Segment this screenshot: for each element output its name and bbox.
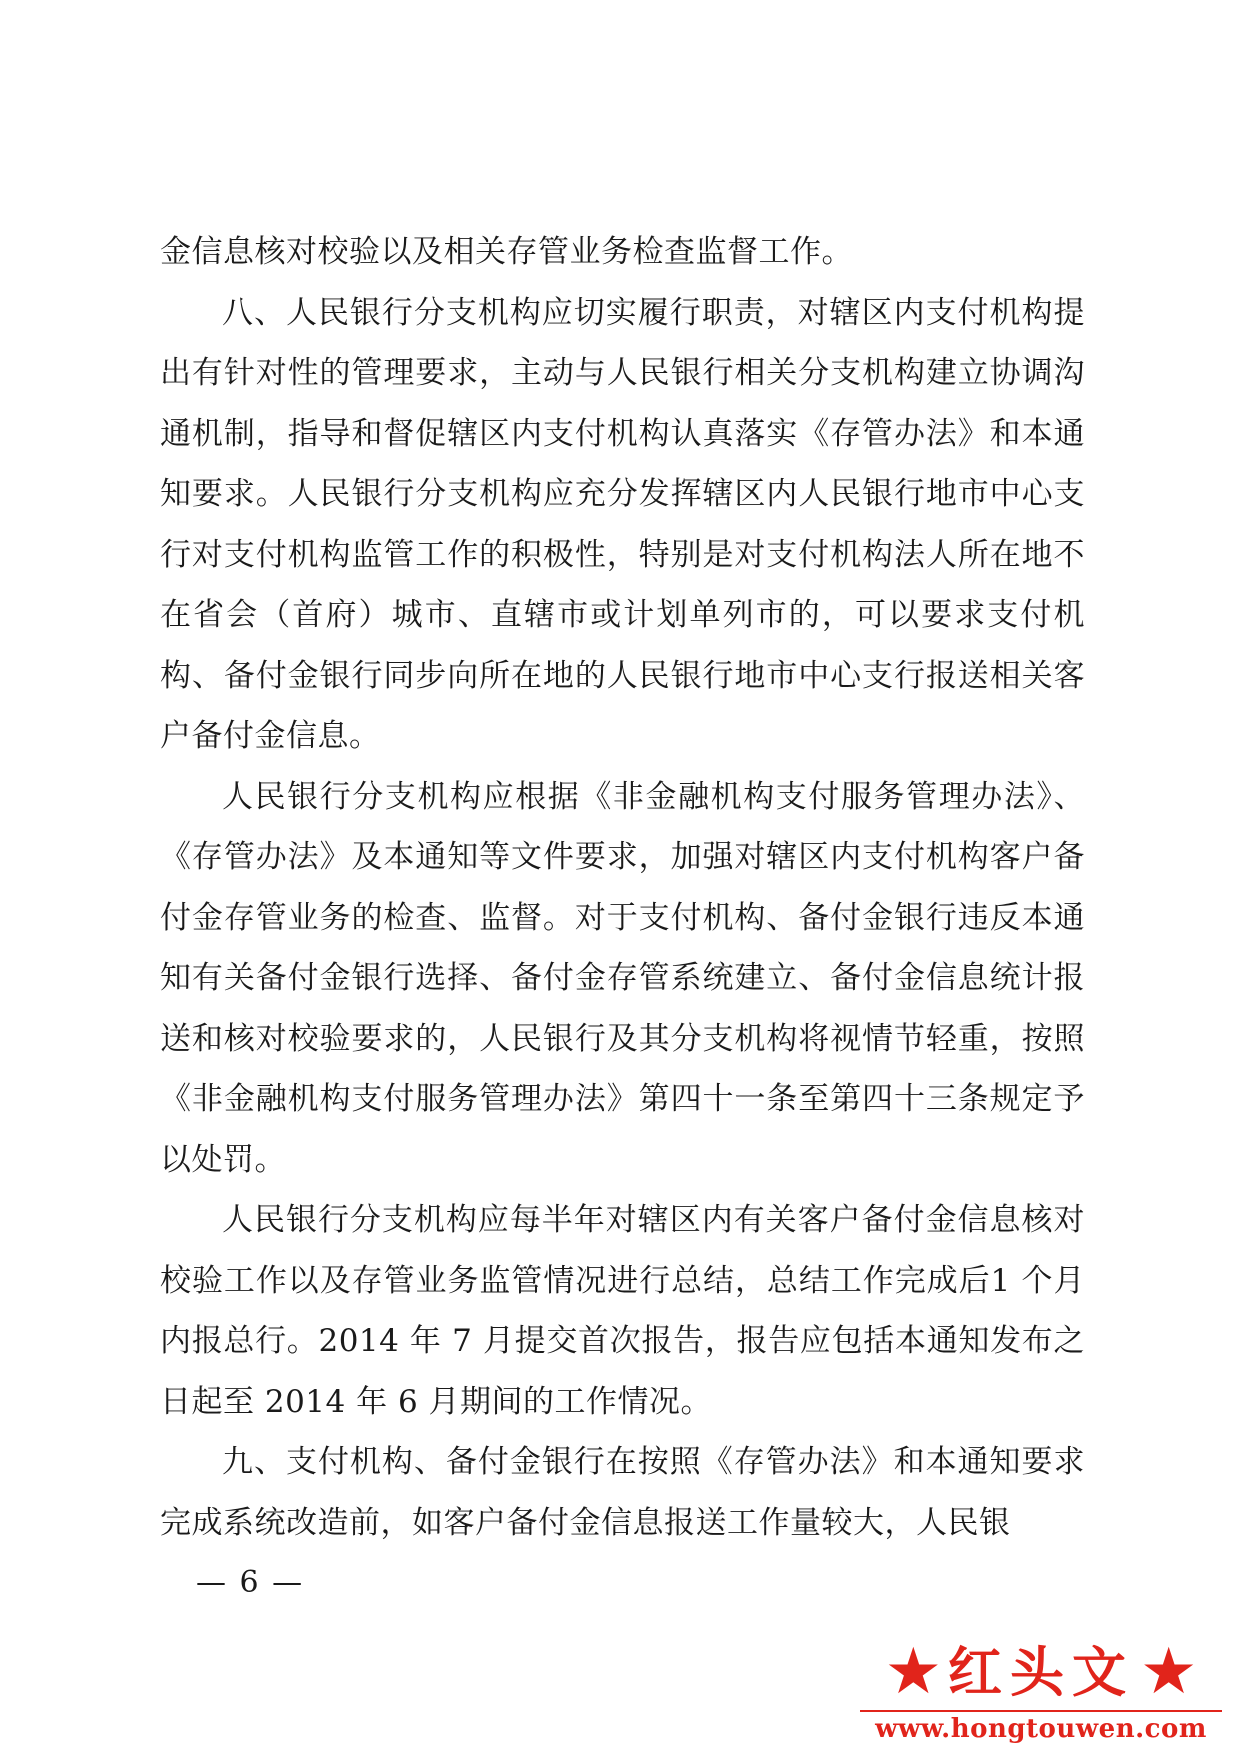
star-icon: ★: [884, 1635, 942, 1709]
watermark-name: 红头文: [948, 1640, 1134, 1704]
star-icon: ★: [1140, 1635, 1198, 1709]
watermark-url: www.hongtouwen.com: [875, 1714, 1207, 1744]
paragraph-item-eight: 八、人民银行分支机构应切实履行职责，对辖区内支付机构提出有针对性的管理要求，主动与人民银行相关分支机构建立协调沟通机制，指导和督促辖区内支付机构认真落实《存管办法》和本通知要求。人民银行分支机构应充分发挥辖区内人民银行地市中心支行对支付机构监管工作的积极性，特别是对支付机构法人所在地不在省会（首府）城市、直辖市或计划单列市的，可以要求支付机构、备付金银行同步向所在地的人民银行地市中心支行报送相关客户备付金信息。: [160, 294, 1085, 754]
watermark-logo: [846, 1635, 1236, 1754]
watermark-title: [846, 1635, 1236, 1709]
page-number: — 6 —: [196, 1565, 305, 1600]
watermark-divider: [860, 1710, 1222, 1712]
body-text: [160, 222, 1085, 1553]
paragraph-supervision: 人民银行分支机构应根据《非金融机构支付服务管理办法》、《存管办法》及本通知等文件要求，加强对辖区内支付机构客户备付金存管业务的检查、监督。对于支付机构、备付金银行违反本通知有关备付金银行选择、备付金存管系统建立、备付金信息统计报送和核对校验要求的，人民银行及其分支机构将视情节轻重，按照《非金融机构支付服务管理办法》第四十一条至第四十三条规定予以处罚。: [160, 778, 1085, 1178]
paragraph-continued: 金信息核对校验以及相关存管业务检查监督工作。: [160, 234, 853, 270]
paragraph-item-nine: 九、支付机构、备付金银行在按照《存管办法》和本通知要求完成系统改造前，如客户备付金信息报送工作量较大，人民银: [160, 1444, 1085, 1541]
paragraph-reporting: 人民银行分支机构应每半年对辖区内有关客户备付金信息核对校验工作以及存管业务监管情况进行总结，总结工作完成后1 个月内报总行。2014 年 7 月提交首次报告，报告应包括本通知发布之日起至 2014 年 6 月期间的工作情况。: [160, 1202, 1085, 1420]
